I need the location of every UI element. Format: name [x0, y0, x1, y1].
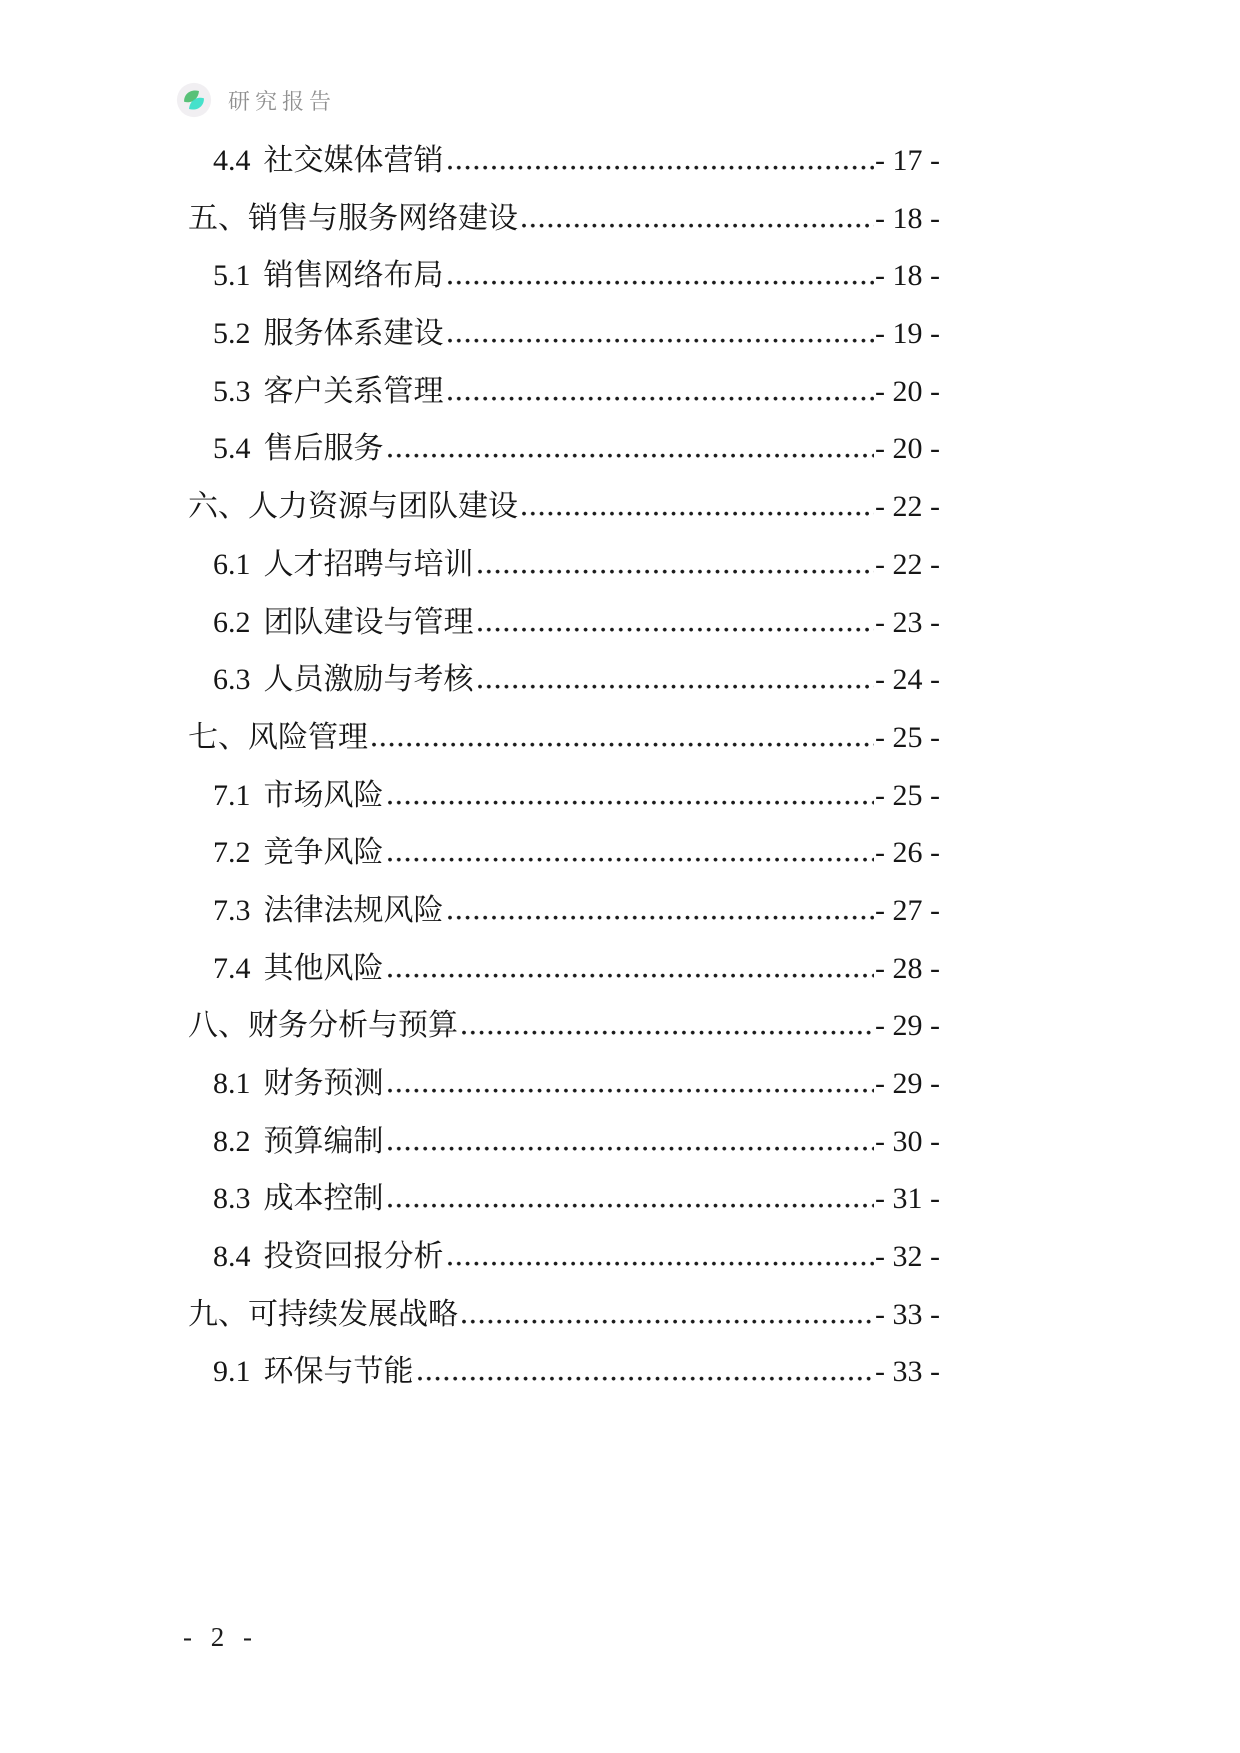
- toc-entry-number: 6.1: [213, 547, 251, 581]
- dot-leader: [448, 165, 875, 170]
- toc-entry-page: - 17 -: [875, 144, 940, 177]
- toc-entry-number: 七、: [188, 720, 248, 754]
- dot-leader: [462, 1030, 874, 1035]
- toc-entry-number: 8.3: [213, 1182, 251, 1216]
- toc-entry[interactable]: [188, 1286, 940, 1344]
- toc-entry-number: 7.1: [213, 778, 251, 812]
- toc-entry-title: 人才招聘与培训: [263, 547, 474, 581]
- toc-entry[interactable]: [188, 132, 940, 190]
- toc-entry-title: 客户关系管理: [263, 374, 444, 408]
- toc-entry-title: 财务分析与预算: [248, 1009, 458, 1043]
- dot-leader: [418, 1376, 875, 1381]
- toc-entry[interactable]: [188, 1055, 940, 1113]
- dot-leader: [388, 973, 875, 978]
- toc-entry-title: 市场风险: [263, 778, 384, 812]
- toc-entry-title: 社交媒体营销: [263, 144, 444, 177]
- toc-entry[interactable]: [188, 940, 940, 998]
- toc-entry[interactable]: [188, 1170, 940, 1228]
- toc-entry-title: 投资回报分析: [263, 1240, 444, 1274]
- dot-leader: [388, 1146, 875, 1151]
- toc-entry-page: - 18 -: [875, 201, 940, 235]
- dot-leader: [462, 1319, 874, 1324]
- toc-entry-number: 8.1: [213, 1067, 251, 1100]
- toc-entry[interactable]: [188, 767, 940, 825]
- toc-entry-page: - 20 -: [875, 374, 940, 408]
- toc-entry-page: - 29 -: [875, 1009, 940, 1043]
- toc-entry-page: - 18 -: [875, 259, 940, 293]
- toc-entry-number: 5.2: [213, 317, 251, 351]
- dot-leader: [448, 338, 875, 343]
- toc-entry-page: - 26 -: [875, 836, 940, 870]
- dot-leader: [388, 1203, 875, 1208]
- toc-entry-page: - 28 -: [875, 951, 940, 985]
- toc-entry-page: - 23 -: [875, 605, 940, 639]
- toc-entry-title: 其他风险: [263, 951, 384, 985]
- toc-entry-title: 可持续发展战略: [248, 1297, 458, 1331]
- toc-entry[interactable]: [188, 536, 940, 594]
- toc: [188, 132, 940, 1401]
- toc-entry[interactable]: [188, 478, 940, 536]
- toc-entry[interactable]: [188, 824, 940, 882]
- report-header: [176, 82, 336, 118]
- toc-entry-page: - 33 -: [875, 1297, 940, 1331]
- toc-entry-number: 八、: [188, 1009, 248, 1043]
- dot-leader: [388, 1088, 875, 1093]
- toc-entry-title: 预算编制: [263, 1124, 384, 1158]
- toc-entry[interactable]: [188, 594, 940, 652]
- toc-entry-title: 财务预测: [263, 1067, 384, 1100]
- toc-entry-title: 服务体系建设: [263, 317, 444, 351]
- toc-entry-number: 5.4: [213, 432, 251, 466]
- dot-leader: [448, 1261, 875, 1266]
- toc-entry[interactable]: [188, 1343, 940, 1401]
- toc-entry-title: 竞争风险: [263, 836, 384, 870]
- toc-entry[interactable]: [188, 363, 940, 421]
- dot-leader: [372, 742, 874, 747]
- toc-entry-title: 销售与服务网络建设: [248, 201, 518, 235]
- toc-entry-number: 五、: [188, 201, 248, 235]
- toc-entry-page: - 29 -: [875, 1067, 940, 1100]
- toc-entry-title: 售后服务: [263, 432, 384, 466]
- toc-entry-page: - 25 -: [875, 778, 940, 812]
- dot-leader: [448, 396, 875, 401]
- toc-entry-number: 7.2: [213, 836, 251, 870]
- toc-entry[interactable]: [188, 882, 940, 940]
- toc-entry[interactable]: [188, 420, 940, 478]
- dot-leader: [478, 684, 875, 689]
- dot-leader: [522, 223, 874, 228]
- toc-entry-number: 5.3: [213, 374, 251, 408]
- toc-entry-title: 人力资源与团队建设: [248, 490, 518, 524]
- toc-entry-title: 团队建设与管理: [263, 605, 474, 639]
- dot-leader: [478, 627, 875, 632]
- toc-entry[interactable]: [188, 997, 940, 1055]
- toc-entry-page: - 31 -: [875, 1182, 940, 1216]
- toc-entry[interactable]: [188, 709, 940, 767]
- toc-entry-page: - 22 -: [875, 547, 940, 581]
- toc-entry[interactable]: [188, 651, 940, 709]
- toc-entry-number: 6.3: [213, 663, 251, 697]
- toc-entry-number: 5.1: [213, 259, 251, 293]
- footer-page-number: - 2 -: [183, 1622, 258, 1652]
- toc-entry-number: 4.4: [213, 144, 251, 177]
- toc-entry[interactable]: [188, 190, 940, 248]
- toc-entry-page: - 30 -: [875, 1124, 940, 1158]
- toc-entry-page: - 32 -: [875, 1240, 940, 1274]
- toc-entry-page: - 22 -: [875, 490, 940, 524]
- toc-entry-number: 9.1: [213, 1355, 251, 1389]
- toc-entry-number: 九、: [188, 1297, 248, 1331]
- toc-entry[interactable]: [188, 1113, 940, 1171]
- brand-title: 研究报告: [228, 88, 337, 114]
- dot-leader: [388, 800, 875, 805]
- dot-leader: [522, 511, 874, 516]
- dot-leader: [448, 915, 875, 920]
- toc-entry-page: - 33 -: [875, 1355, 940, 1389]
- toc-entry-title: 法律法规风险: [263, 893, 444, 927]
- toc-entry-title: 风险管理: [248, 720, 368, 754]
- dot-leader: [448, 280, 875, 285]
- brand-logo-icon: [176, 82, 212, 118]
- toc-entry-title: 成本控制: [263, 1182, 384, 1216]
- toc-entry[interactable]: [188, 247, 940, 305]
- toc-entry[interactable]: [188, 1228, 940, 1286]
- toc-entry-page: - 20 -: [875, 432, 940, 466]
- toc-entry-page: - 27 -: [875, 893, 940, 927]
- toc-entry-page: - 19 -: [875, 317, 940, 351]
- toc-entry-page: - 25 -: [875, 720, 940, 754]
- toc-entry-number: 6.2: [213, 605, 251, 639]
- toc-entry-number: 7.3: [213, 893, 251, 927]
- toc-entry-number: 六、: [188, 490, 248, 524]
- dot-leader: [388, 453, 875, 458]
- toc-entry-number: 7.4: [213, 951, 251, 985]
- toc-entry-title: 销售网络布局: [263, 259, 444, 293]
- toc-entry[interactable]: [188, 305, 940, 363]
- dot-leader: [478, 569, 875, 574]
- dot-leader: [388, 857, 875, 862]
- toc-entry-title: 人员激励与考核: [263, 663, 474, 697]
- toc-entry-page: - 24 -: [875, 663, 940, 697]
- toc-entry-title: 环保与节能: [263, 1355, 414, 1389]
- toc-entry-number: 8.4: [213, 1240, 251, 1274]
- toc-entry-number: 8.2: [213, 1124, 251, 1158]
